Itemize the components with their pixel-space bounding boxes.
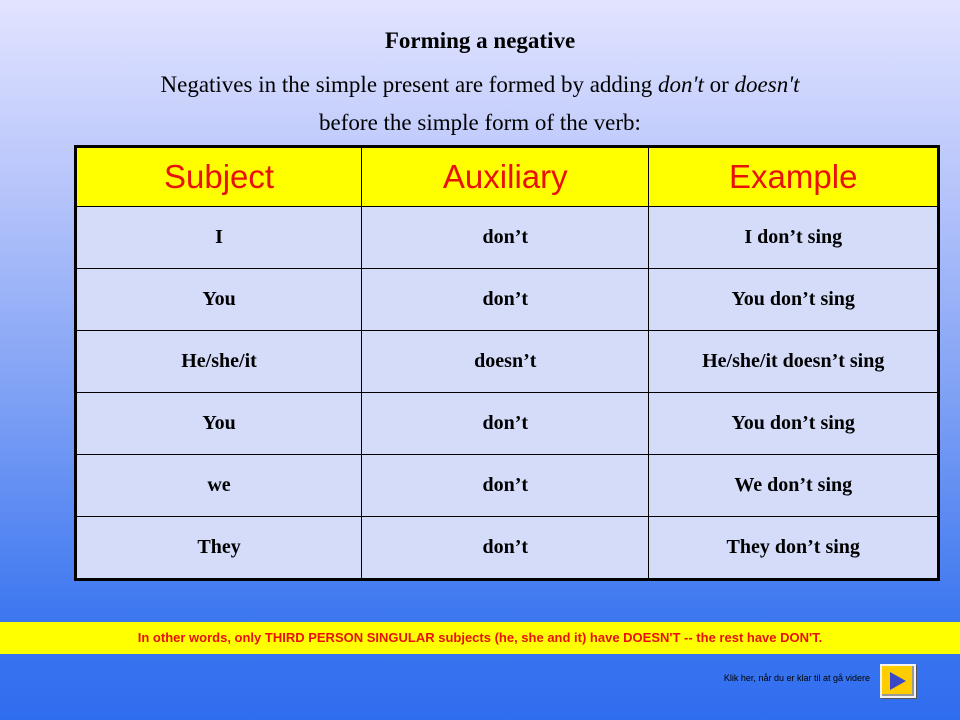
- subject-cell: They: [76, 517, 362, 580]
- auxiliary-cell: don’t: [362, 393, 649, 455]
- intro-text: [0, 66, 960, 142]
- table-row: [76, 269, 939, 331]
- table-row: [76, 455, 939, 517]
- example-cell: You don’t sing: [649, 393, 939, 455]
- auxiliary-cell: don’t: [362, 517, 649, 580]
- auxiliary-cell: don’t: [362, 207, 649, 269]
- table-header-row: [76, 147, 939, 207]
- subject-cell: we: [76, 455, 362, 517]
- example-cell: They don’t sing: [649, 517, 939, 580]
- column-header-subject: Subject: [76, 147, 362, 207]
- column-header-example: Example: [649, 147, 939, 207]
- subject-cell: I: [76, 207, 362, 269]
- table-row: [76, 393, 939, 455]
- auxiliary-cell: don’t: [362, 269, 649, 331]
- example-cell: We don’t sing: [649, 455, 939, 517]
- next-slide-button[interactable]: [880, 664, 916, 698]
- intro-emphasis-doesnt: doesn't: [734, 72, 800, 97]
- column-header-auxiliary: Auxiliary: [362, 147, 649, 207]
- example-cell: I don’t sing: [649, 207, 939, 269]
- play-arrow-icon: [890, 672, 906, 690]
- subject-cell: He/she/it: [76, 331, 362, 393]
- auxiliary-cell: doesn’t: [362, 331, 649, 393]
- table-row: [76, 207, 939, 269]
- auxiliary-cell: don’t: [362, 455, 649, 517]
- intro-emphasis-dont: don't: [658, 72, 704, 97]
- intro-line-2: before the simple form of the verb:: [319, 110, 641, 135]
- intro-line-1: [0, 66, 960, 104]
- next-slide-label[interactable]: Klik her, når du er klar til at gå videre: [723, 673, 870, 683]
- summary-note-bar: In other words, only THIRD PERSON SINGULAR subjects (he, she and it) have DOESN'T -- the rest have DON'T.: [0, 622, 960, 654]
- table-row: [76, 517, 939, 580]
- grammar-table: [74, 145, 940, 581]
- subject-cell: You: [76, 269, 362, 331]
- intro-text-part: or: [703, 72, 735, 97]
- example-cell: He/she/it doesn’t sing: [649, 331, 939, 393]
- example-cell: You don’t sing: [649, 269, 939, 331]
- page-title: Forming a negative: [384, 28, 576, 53]
- subject-cell: You: [76, 393, 362, 455]
- intro-text-part: Negatives in the simple present are formed by adding: [160, 72, 659, 97]
- table-row: [76, 331, 939, 393]
